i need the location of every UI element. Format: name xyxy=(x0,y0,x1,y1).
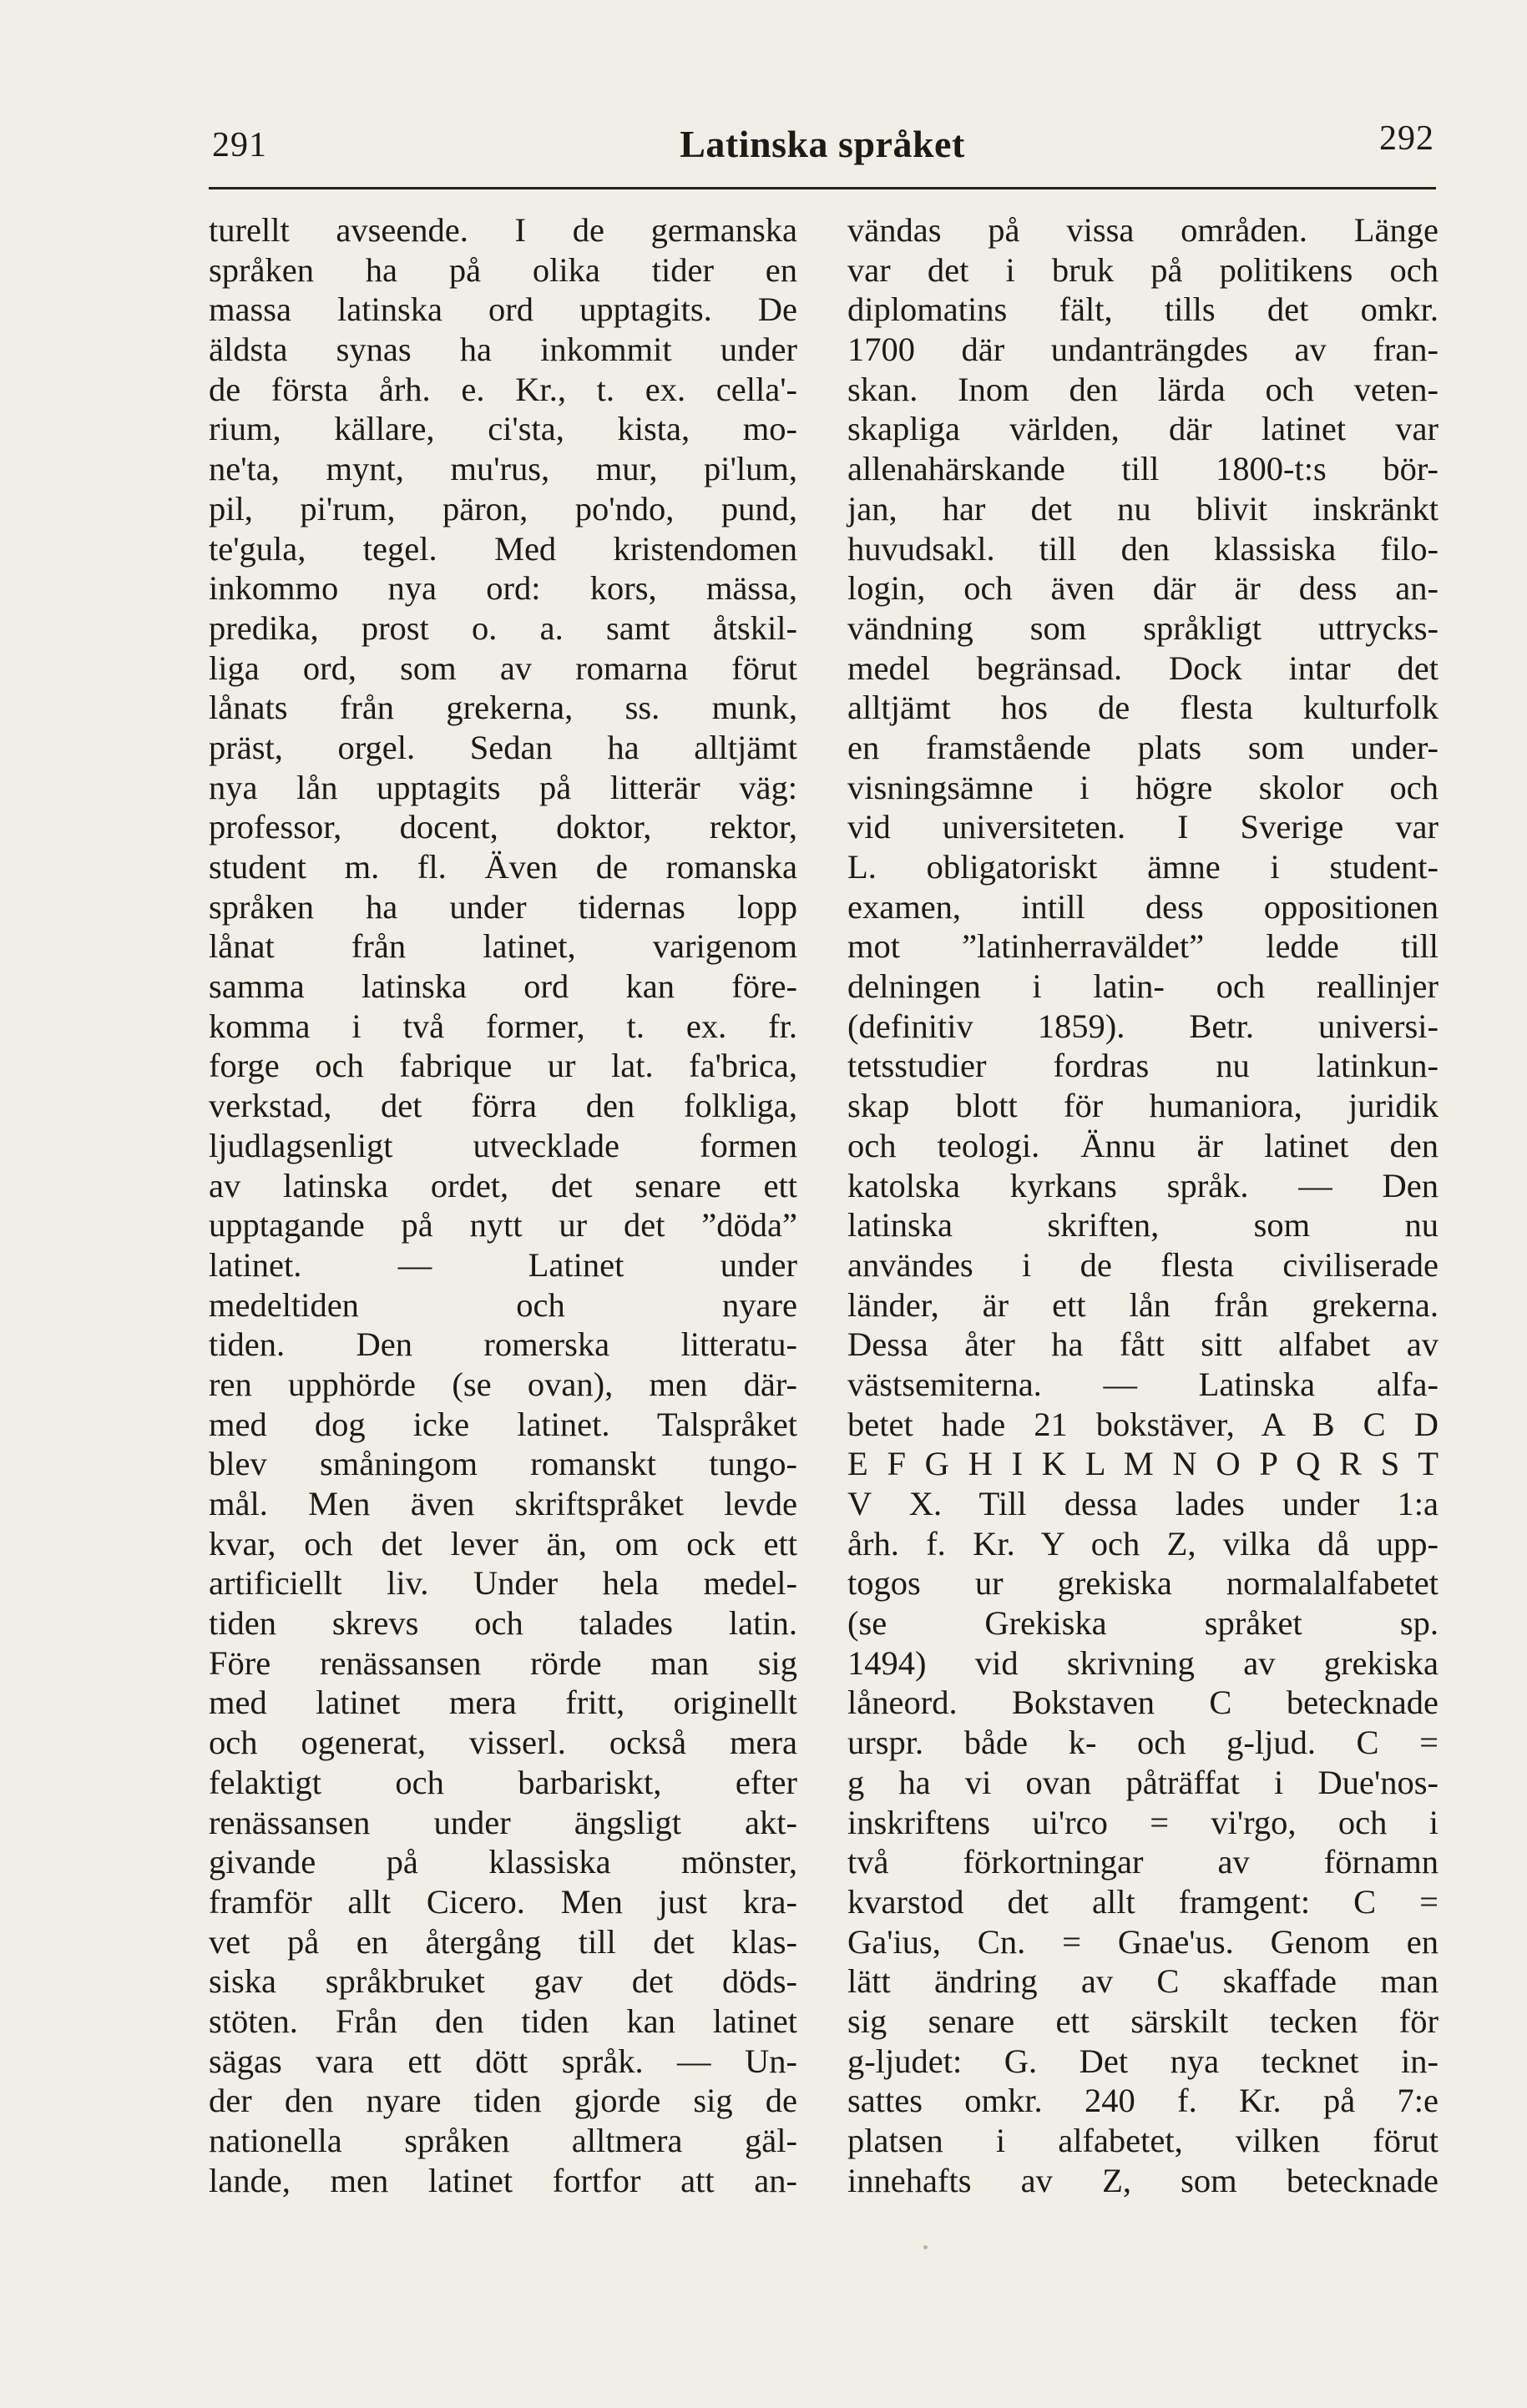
text-line: tiden. Den romerska litteratu- xyxy=(209,1325,797,1364)
text-line: med latinet mera fritt, originellt xyxy=(209,1684,797,1722)
text-line: L. obligatoriskt ämne i student- xyxy=(847,848,1439,886)
page-number-right: 292 xyxy=(1379,119,1434,158)
text-line: urspr. både k- och g-ljud. C = xyxy=(847,1724,1439,1762)
page-header xyxy=(209,117,1436,175)
text-line: (definitiv 1859). Betr. universi- xyxy=(847,1007,1439,1045)
text-line: medeltiden och nyare xyxy=(209,1285,797,1324)
text-line: platsen i alfabetet, vilken förut xyxy=(847,2122,1439,2159)
text-line: betet hade 21 bokstäver, A B C D xyxy=(847,1405,1439,1443)
text-line: ren upphörde (se ovan), men där- xyxy=(209,1365,797,1403)
text-line: der den nyare tiden gjorde sig de xyxy=(209,2082,797,2120)
text-line: två förkortningar av förnamn xyxy=(847,1843,1439,1881)
text-line: medel begränsad. Dock intar det xyxy=(847,649,1439,687)
text-line: 1700 där undanträngdes av fran- xyxy=(847,331,1439,369)
text-line: framför allt Cicero. Men just kra- xyxy=(209,1882,797,1921)
text-line: länder, är ett lån från grekerna. xyxy=(847,1285,1439,1324)
page-number-left: 291 xyxy=(212,126,267,164)
text-line: kvarstod det allt framgent: C = xyxy=(847,1882,1439,1921)
text-line: sattes omkr. 240 f. Kr. på 7:e xyxy=(847,2082,1439,2120)
text-line: ljudlagsenligt utvecklade formen xyxy=(209,1126,797,1164)
text-line: rium, källare, ci'sta, kista, mo- xyxy=(209,410,797,448)
text-line: E F G H I K L M N O P Q R S T xyxy=(847,1445,1439,1483)
text-line: student m. fl. Även de romanska xyxy=(209,848,797,886)
text-line: språken ha under tidernas lopp xyxy=(209,887,797,926)
text-line: mot ”latinherraväldet” ledde till xyxy=(847,927,1439,966)
text-line: lätt ändring av C skaffade man xyxy=(847,1962,1439,2001)
text-line: predika, prost o. a. samt åtskil- xyxy=(209,608,797,647)
text-line: lånat från latinet, varigenom xyxy=(209,927,797,966)
text-line: nationella språken alltmera gäl- xyxy=(209,2122,797,2159)
text-line: allenahärskande till 1800-t:s bör- xyxy=(847,450,1439,488)
text-line: Före renässansen rörde man sig xyxy=(209,1643,797,1682)
text-line: inskriftens ui'rco = vi'rgo, och i xyxy=(847,1803,1439,1841)
text-line: pil, pi'rum, päron, po'ndo, pund, xyxy=(209,489,797,528)
text-line: låneord. Bokstaven C betecknade xyxy=(847,1684,1439,1722)
text-line: en framstående plats som under- xyxy=(847,728,1439,766)
text-line: vid universiteten. I Sverige var xyxy=(847,808,1439,846)
text-line: skap blott för humaniora, juridik xyxy=(847,1087,1439,1125)
running-title: Latinska språket xyxy=(680,123,965,165)
text-line: latinska skriften, som nu xyxy=(847,1206,1439,1244)
text-line: sägas vara ett dött språk. — Un- xyxy=(209,2042,797,2080)
text-line: upptagande på nytt ur det ”döda” xyxy=(209,1206,797,1244)
text-line: skapliga världen, där latinet var xyxy=(847,410,1439,448)
text-line: professor, docent, doktor, rektor, xyxy=(209,808,797,846)
text-line: g ha vi ovan påträffat i Due'nos- xyxy=(847,1763,1439,1801)
text-line: skan. Inom den lärda och veten- xyxy=(847,370,1439,408)
text-line: alltjämt hos de flesta kulturfolk xyxy=(847,689,1439,727)
text-line: g-ljudet: G. Det nya tecknet in- xyxy=(847,2042,1439,2080)
text-line: mål. Men även skriftspråket levde xyxy=(209,1485,797,1522)
text-line: vändning som språkligt uttrycks- xyxy=(847,608,1439,647)
text-line: tetsstudier fordras nu latinkun- xyxy=(847,1047,1439,1085)
text-line: präst, orgel. Sedan ha alltjämt xyxy=(209,728,797,766)
text-line: login, och även där är dess an- xyxy=(847,569,1439,608)
text-line: med dog icke latinet. Talspråket xyxy=(209,1405,797,1443)
text-line: siska språkbruket gav det döds- xyxy=(209,1962,797,2001)
text-line: Ga'ius, Cn. = Gnae'us. Genom en xyxy=(847,1922,1439,1961)
left-text-column xyxy=(209,210,797,2200)
text-line: vet på en återgång till det klas- xyxy=(209,1922,797,1961)
text-line: renässansen under ängsligt akt- xyxy=(209,1803,797,1841)
text-line: sig senare ett särskilt tecken för xyxy=(847,2002,1439,2040)
text-line: togos ur grekiska normalalfabetet xyxy=(847,1564,1439,1603)
header-rule xyxy=(209,187,1436,189)
text-line: vändas på vissa områden. Länge xyxy=(847,211,1439,249)
text-line: examen, intill dess oppositionen xyxy=(847,887,1439,926)
text-line: blev småningom romanskt tungo- xyxy=(209,1445,797,1483)
text-line: kvar, och det lever än, om ock ett xyxy=(209,1524,797,1562)
text-line: de första årh. e. Kr., t. ex. cella'- xyxy=(209,370,797,408)
text-line: var det i bruk på politikens och xyxy=(847,250,1439,289)
text-line: verkstad, det förra den folkliga, xyxy=(209,1087,797,1125)
text-line: innehafts av Z, som betecknade xyxy=(847,2161,1439,2199)
text-line: 1494) vid skrivning av grekiska xyxy=(847,1643,1439,1682)
text-line: diplomatins fält, tills det omkr. xyxy=(847,290,1439,329)
text-line: felaktigt och barbariskt, efter xyxy=(209,1763,797,1801)
text-line: stöten. Från den tiden kan latinet xyxy=(209,2002,797,2040)
text-line: katolska kyrkans språk. — Den xyxy=(847,1166,1439,1204)
print-speck xyxy=(923,2245,928,2249)
text-line: äldsta synas ha inkommit under xyxy=(209,331,797,369)
text-line: Dessa åter ha fått sitt alfabet av xyxy=(847,1325,1439,1364)
text-line: givande på klassiska mönster, xyxy=(209,1843,797,1881)
text-line: och ogenerat, visserl. också mera xyxy=(209,1724,797,1762)
text-line: artificiellt liv. Under hela medel- xyxy=(209,1564,797,1603)
text-line: tiden skrevs och talades latin. xyxy=(209,1604,797,1643)
text-line: inkommo nya ord: kors, mässa, xyxy=(209,569,797,608)
text-line: västsemiterna. — Latinska alfa- xyxy=(847,1365,1439,1403)
text-line: ne'ta, mynt, mu'rus, mur, pi'lum, xyxy=(209,450,797,488)
text-line: massa latinska ord upptagits. De xyxy=(209,290,797,329)
text-line: lande, men latinet fortfor att an- xyxy=(209,2161,797,2199)
text-line: årh. f. Kr. Y och Z, vilka då upp- xyxy=(847,1524,1439,1562)
text-line: jan, har det nu blivit inskränkt xyxy=(847,489,1439,528)
text-line: turellt avseende. I de germanska xyxy=(209,211,797,249)
text-line: användes i de flesta civiliserade xyxy=(847,1245,1439,1284)
text-line: nya lån upptagits på litterär väg: xyxy=(209,768,797,806)
text-line: latinet. — Latinet under xyxy=(209,1245,797,1284)
right-text-column xyxy=(847,210,1439,2200)
text-line: huvudsakl. till den klassiska filo- xyxy=(847,529,1439,568)
text-line: liga ord, som av romarna förut xyxy=(209,649,797,687)
text-line: te'gula, tegel. Med kristendomen xyxy=(209,529,797,568)
text-line: delningen i latin- och reallinjer xyxy=(847,967,1439,1006)
text-line: forge och fabrique ur lat. fa'brica, xyxy=(209,1047,797,1085)
text-line: språken ha på olika tider en xyxy=(209,250,797,289)
text-line: och teologi. Ännu är latinet den xyxy=(847,1126,1439,1164)
text-line: komma i två former, t. ex. fr. xyxy=(209,1007,797,1045)
text-line: lånats från grekerna, ss. munk, xyxy=(209,689,797,727)
text-line: samma latinska ord kan före- xyxy=(209,967,797,1006)
text-line: av latinska ordet, det senare ett xyxy=(209,1166,797,1204)
text-line: V X. Till dessa lades under 1:a xyxy=(847,1485,1439,1522)
text-line: visningsämne i högre skolor och xyxy=(847,768,1439,806)
text-line: (se Grekiska språket sp. xyxy=(847,1604,1439,1643)
